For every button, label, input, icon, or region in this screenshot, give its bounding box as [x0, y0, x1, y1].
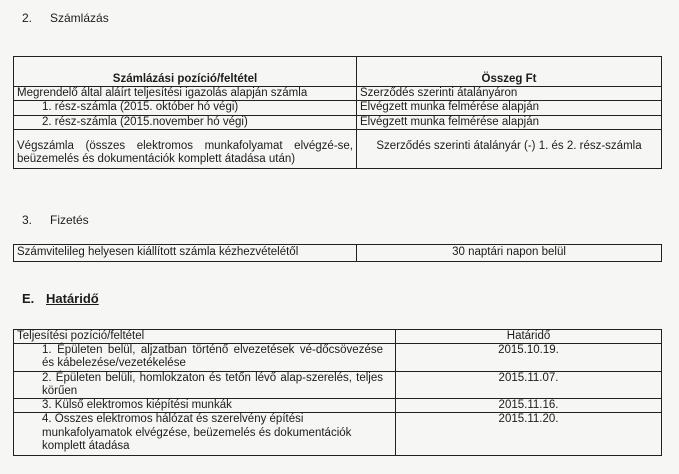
table-row — [14, 399, 662, 413]
section-title: Fizetés — [50, 213, 89, 227]
section-number: 2. — [22, 11, 33, 25]
table-row — [14, 129, 662, 168]
section-title: Számlázás — [50, 11, 109, 25]
table-cell: Megrendelő által aláírt teljesítési igazolás alapján számla — [14, 87, 357, 101]
table-cell: Szerződés szerinti átalányáron — [357, 87, 662, 101]
table-cell: 2015.11.16. — [396, 399, 662, 413]
column-header: Határidő — [396, 330, 662, 344]
table-spacer-row — [14, 57, 662, 74]
section-letter: E. — [22, 291, 35, 306]
column-header: Teljesítési pozíció/feltétel — [14, 330, 396, 344]
table-cell: 30 naptári napon belül — [357, 245, 662, 262]
table-row — [14, 344, 662, 371]
table-cell: Számvitelileg helyesen kiállított számla kézhezvételétől — [14, 245, 357, 262]
table-cell: 1. rész-számla (2015. október hó végi) — [14, 101, 357, 115]
table-row — [14, 371, 662, 398]
table-cell: Elvégzett munka felmérése alapján — [357, 115, 662, 129]
table-cell: 1. Épületen belül, aljzatban történő elvezetések vé-dőcsövezése és kábelezése/vezetékelése — [14, 344, 396, 371]
section-2-heading — [22, 12, 109, 26]
table-cell: 2015.11.20. — [396, 413, 662, 456]
table-cell: 2015.11.07. — [396, 371, 662, 398]
table-row — [14, 115, 662, 129]
table-row — [14, 245, 662, 262]
payment-table — [13, 244, 662, 262]
column-header: Összeg Ft — [357, 73, 662, 87]
billing-table — [13, 56, 662, 169]
section-3-heading — [22, 214, 89, 228]
table-row — [14, 87, 662, 101]
deadline-table — [13, 329, 662, 456]
table-cell: 3. Külső elektromos kiépítési munkák — [14, 399, 396, 413]
table-cell: Elvégzett munka felmérése alapján — [357, 101, 662, 115]
table-cell: Szerződés szerinti átalányár (-) 1. és 2. rész-számla — [357, 129, 662, 168]
table-row — [14, 413, 662, 456]
table-cell: 4. Összes elektromos hálózat és szerelvény építési munkafolyamatok elvégzése, beüzemelés és dokumentációk komplett átadása — [14, 413, 396, 456]
table-cell: 2. rész-számla (2015.november hó végi) — [14, 115, 357, 129]
table-cell: Végszámla (összes elektromos munkafolyamat elvégzé-se, beüzemelés és dokumentációk komplett átadása után) — [14, 129, 357, 168]
table-cell: 2015.10.19. — [396, 344, 662, 371]
section-number: 3. — [22, 213, 33, 227]
column-header: Számlázási pozíció/feltétel — [14, 73, 357, 87]
section-title: Határidő — [46, 291, 99, 306]
table-cell: 2. Épületen belüli, homlokzaton és tetőn lévő alap-szerelés, teljes körűen — [14, 371, 396, 398]
table-row — [14, 101, 662, 115]
table-header-row — [14, 330, 662, 344]
table-header-row — [14, 73, 662, 87]
section-e-heading — [22, 292, 99, 307]
